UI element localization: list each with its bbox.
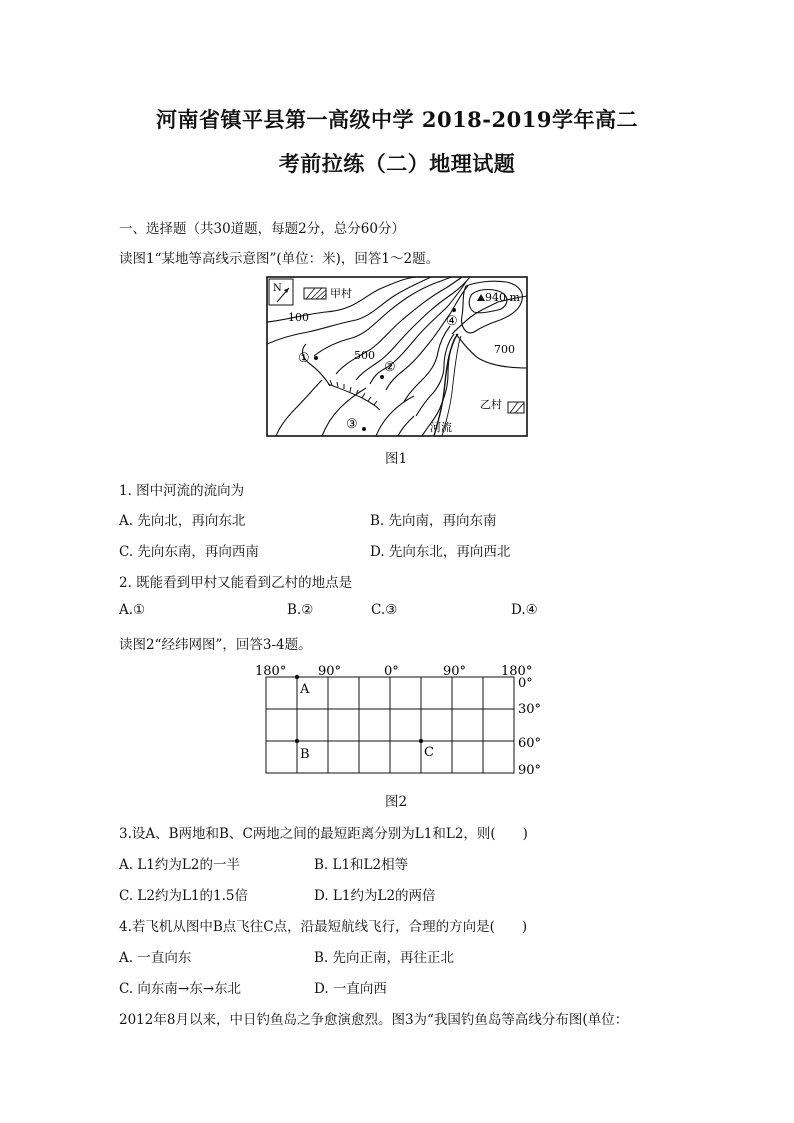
village-legend-icon	[304, 288, 326, 299]
point-2-dot	[380, 375, 384, 379]
north-label: N	[273, 283, 282, 294]
q3-option-a: A. L1约为L2的一半	[119, 857, 240, 873]
point-1-label: ①	[298, 351, 310, 366]
peak-label: 940 m	[485, 291, 520, 304]
point-a-label: A	[300, 682, 310, 697]
intro-figure-1: 读图1“某地等高线示意图”(单位：米)，回答1～2题。	[119, 251, 440, 267]
lon-label-0: 0°	[384, 664, 399, 679]
title-line-1: 河南省镇平县第一高级中学 2018-2019学年高二	[156, 107, 638, 132]
q2-option-c: C.③	[371, 602, 398, 618]
q1-option-d: D. 先向东北，再向西北	[370, 544, 511, 560]
point-c-label: C	[424, 745, 434, 760]
point-3-label: ③	[346, 417, 358, 432]
point-b-dot	[295, 739, 299, 743]
point-1-dot	[314, 356, 318, 360]
q1-option-b: B. 先向南，再向东南	[370, 513, 497, 529]
figure-2-graticule	[250, 660, 550, 780]
point-3-dot	[362, 427, 366, 431]
q3-option-c: C. L2约为L1的1.5倍	[119, 888, 249, 904]
point-a-dot	[295, 675, 299, 679]
point-b-label: B	[300, 747, 310, 762]
q4-option-a: A. 一直向东	[119, 950, 192, 966]
intro-figure-2: 读图2“经纬网图”，回答3-4题。	[119, 637, 312, 653]
lon-label-90-west: 90°	[318, 664, 342, 679]
q2-option-a: A.①	[119, 602, 146, 618]
lat-label-60: 60°	[518, 736, 542, 751]
contour-label-500: 500	[354, 349, 375, 362]
village-b-label: 乙村	[480, 398, 502, 411]
q2-option-d: D.④	[511, 602, 538, 618]
village-legend-label: 甲村	[330, 287, 352, 300]
q3-option-d: D. L1约为L2的两倍	[314, 888, 436, 904]
q4-stem: 4.若飞机从图中B点飞往C点，沿最短航线飞行，合理的方向是( )	[119, 919, 528, 935]
q3-option-b: B. L1和L2相等	[314, 857, 409, 873]
q4-option-b: B. 先向正南，再往正北	[314, 950, 455, 966]
lat-label-30: 30°	[518, 702, 542, 717]
q1-stem: 1. 图中河流的流向为	[119, 483, 245, 499]
village-b-icon	[508, 402, 524, 413]
q3-stem: 3.设A、B两地和B、C两地之间的最短距离分别为L1和L2，则( )	[119, 826, 528, 842]
q1-option-a: A. 先向北，再向东北	[119, 513, 246, 529]
q2-option-b: B.②	[287, 602, 314, 618]
q4-option-d: D. 一直向西	[314, 981, 387, 997]
figure-2-caption: 图2	[385, 794, 408, 810]
section-heading: 一、选择题（共30道题，每题2分，总分60分）	[119, 221, 405, 237]
lon-label-180-east: 180°	[501, 664, 533, 679]
point-4-label: ④	[446, 314, 458, 329]
point-c-dot	[419, 739, 423, 743]
figure-1-contour-map	[266, 276, 528, 438]
lat-label-0: 0°	[518, 676, 533, 691]
figure-1-caption: 图1	[385, 451, 408, 467]
lon-label-180-west: 180°	[255, 664, 287, 679]
lat-label-90: 90°	[518, 763, 542, 778]
title-line-2: 考前拉练（二）地理试题	[278, 151, 516, 176]
lon-label-90-east: 90°	[443, 664, 467, 679]
river-label: 河流	[430, 421, 452, 434]
intro-figure-3: 2012年8月以来，中日钓鱼岛之争愈演愈烈。图3为“我国钓鱼岛等高线分布图(单位：	[119, 1012, 629, 1028]
q2-stem: 2. 既能看到甲村又能看到乙村的地点是	[119, 575, 353, 591]
point-4-dot	[452, 308, 456, 312]
q4-option-c: C. 向东南→东→东北	[119, 981, 242, 997]
q1-option-c: C. 先向东南，再向西南	[119, 544, 259, 560]
contour-label-100: 100	[288, 311, 309, 324]
contour-label-700: 700	[494, 343, 515, 356]
point-2-label: ②	[384, 360, 396, 375]
